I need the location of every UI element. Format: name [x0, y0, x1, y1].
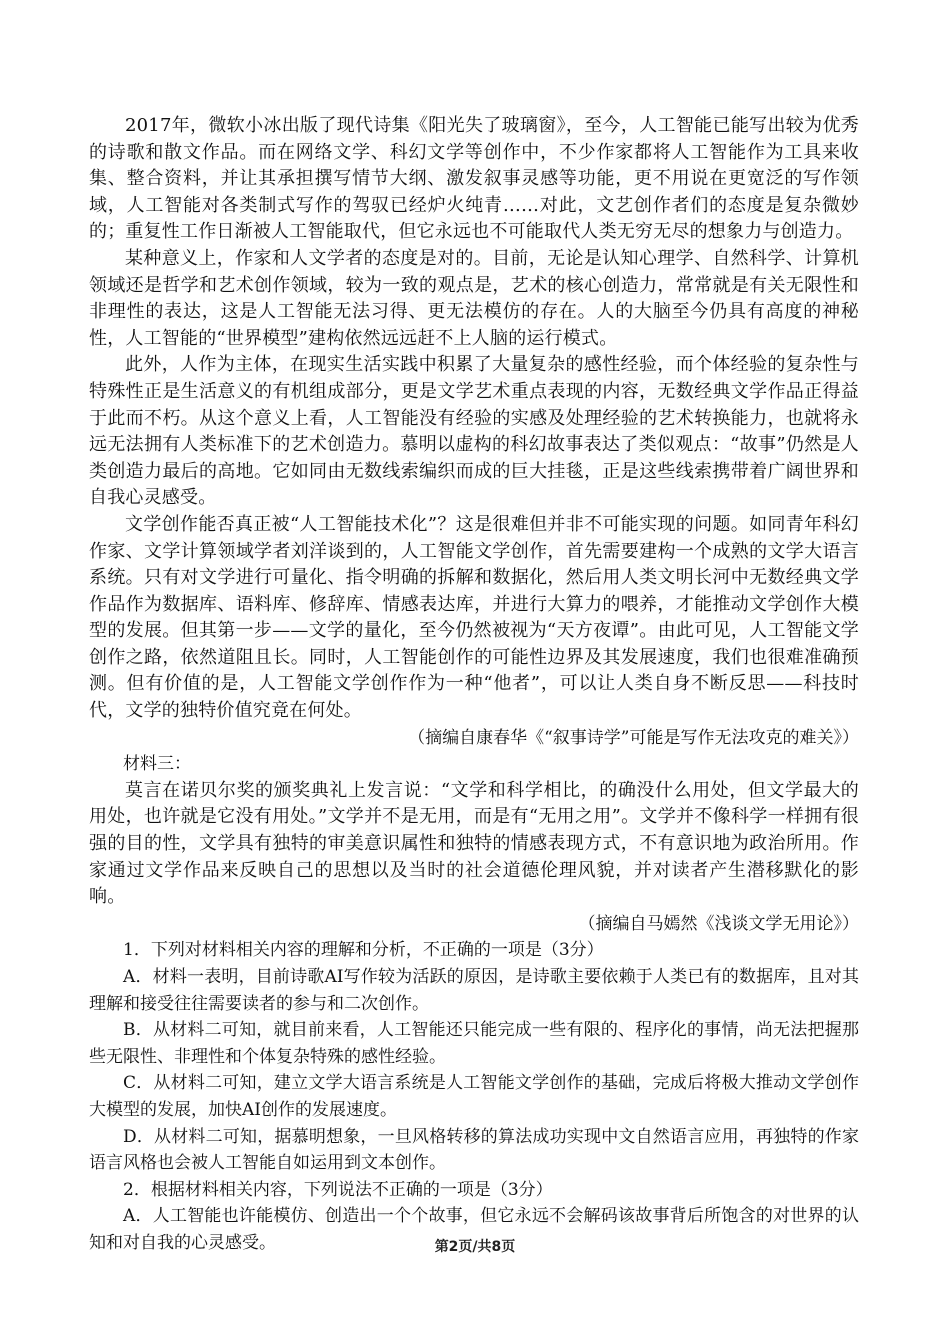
paragraph-1: 2017年，微软小冰出版了现代诗集《阳光失了玻璃窗》，至今，人工智能已能写出较为优秀的诗歌和散文作品。而在网络文学、科幻文学等创作中，不少作家都将人工智能作为工具来收集、整合资料，并让其承担撰写情节大纲、激发叙事灵感等功能，更不用说在更宽泛的写作领域，人工智能对各类制式写作的驾驭已经炉火纯青……对此，文艺创作者们的态度是复杂微妙的；重复性工作日渐被人工智能取代，但它永远也不可能取代人类无穷无尽的想象力与创造力。	[89, 115, 859, 243]
question-2-stem: 2．根据材料相关内容，下列说法不正确的一项是（3分）	[123, 1179, 553, 1200]
question-1-option-b: B．从材料二可知，就目前来看，人工智能还只能完成一些有限的、程序化的事情，尚无法把握那些无限性、非理性和个体复杂特殊的感性经验。	[89, 1020, 859, 1067]
page-number-footer: 第2页/共8页	[434, 1239, 516, 1255]
material-3-text: 莫言在诺贝尔奖的颁奖典礼上发言说：“文学和科学相比，的确没什么用处，但文学最大的用处，也许就是它没有用处。”文学并不是无用，而是有“无用之用”。文学并不像科学一样拥有很强的目的性，文学具有独特的审美意识属性和独特的情感表现方式，不有意识地为政治所用。作家通过文学作品来反映自己的思想以及当时的社会道德伦理风貌，并对读者产生潜移默化的影响。	[89, 779, 859, 908]
question-1-option-d: D．从材料二可知，据慕明想象，一旦风格转移的算法成功实现中文自然语言应用，再独特的作家语言风格也会被人工智能自如运用到文本创作。	[89, 1126, 859, 1174]
paragraph-3: 此外，人作为主体，在现实生活实践中积累了大量复杂的感性经验，而个体经验的复杂性与特殊性正是生活意义的有机组成部分，更是文学艺术重点表现的内容，无数经典文学作品正得益于此而不朽。从这个意义上看，人工智能没有经验的实感及处理经验的艺术转换能力，也就将永远无法拥有人类标准下的艺术创造力。慕明以虚构的科幻故事表达了类似观点：“故事”仍然是人类创造力最后的高地。它如同由无数线索编织而成的巨大挂毯，正是这些线索携带着广阔世界和自我心灵感受。	[89, 354, 859, 509]
paragraph-2: 某种意义上，作家和人文学者的态度是对的。目前，无论是认知心理学、自然科学、计算机领域还是哲学和艺术创作领域，较为一致的观点是，艺术的核心创造力，常常就是有关无限性和非理性的表达，这是人工智能无法习得、更无法模仿的存在。人的大脑至今仍具有高度的神秘性，人工智能的“世界模型”建构依然远远赶不上人脑的运行模式。	[89, 247, 859, 349]
question-2-option-a: A．人工智能也许能模仿、创造出一个个故事，但它永远不会解码该故事背后所饱含的对世界的认知和对自我的心灵感受。	[89, 1206, 859, 1253]
paragraph-4: 文学创作能否真正被“人工智能技术化”？这是很难但并非不可能实现的问题。如同青年科幻作家、文学计算领域学者刘洋谈到的，人工智能文学创作，首先需要建构一个成熟的文学大语言系统。只有对文学进行可量化、指令明确的拆解和数据化，然后用人类文明长河中无数经典文学作品作为数据库、语料库、修辞库、情感表达库，并进行大算力的喂养，才能推动文学创作大模型的发展。但其第一步——文学的量化，至今仍然被视为“天方夜谭”。由此可见，人工智能文学创作之路，依然道阻且长。同时，人工智能创作的可能性边界及其发展速度，我们也很难准确预测。但有价值的是，人工智能文学创作作为一种“他者”，可以让人类自身不断反思——科技时代，文学的独特价值究竟在何处。	[89, 513, 859, 722]
source-citation-material-3: （摘编自马嫣然《浅谈文学无用论》）	[578, 913, 859, 934]
question-1-stem: 1．下列对材料相关内容的理解和分析，不正确的一项是（3分）	[123, 940, 604, 961]
source-citation-material-2: （摘编自康春华《“叙事诗学”可能是写作无法攻克的难关》）	[408, 727, 859, 748]
question-1-option-c: C．从材料二可知，建立文学大语言系统是人工智能文学创作的基础，完成后将极大推动文学创作大模型的发展，加快AI创作的发展速度。	[89, 1073, 859, 1120]
material-3-label: 材料三：	[123, 754, 191, 775]
page-content	[89, 113, 859, 1257]
question-1-option-a: A．材料一表明，目前诗歌AI写作较为活跃的原因，是诗歌主要依赖于人类已有的数据库，且对其理解和接受往往需要读者的参与和二次创作。	[89, 967, 859, 1014]
